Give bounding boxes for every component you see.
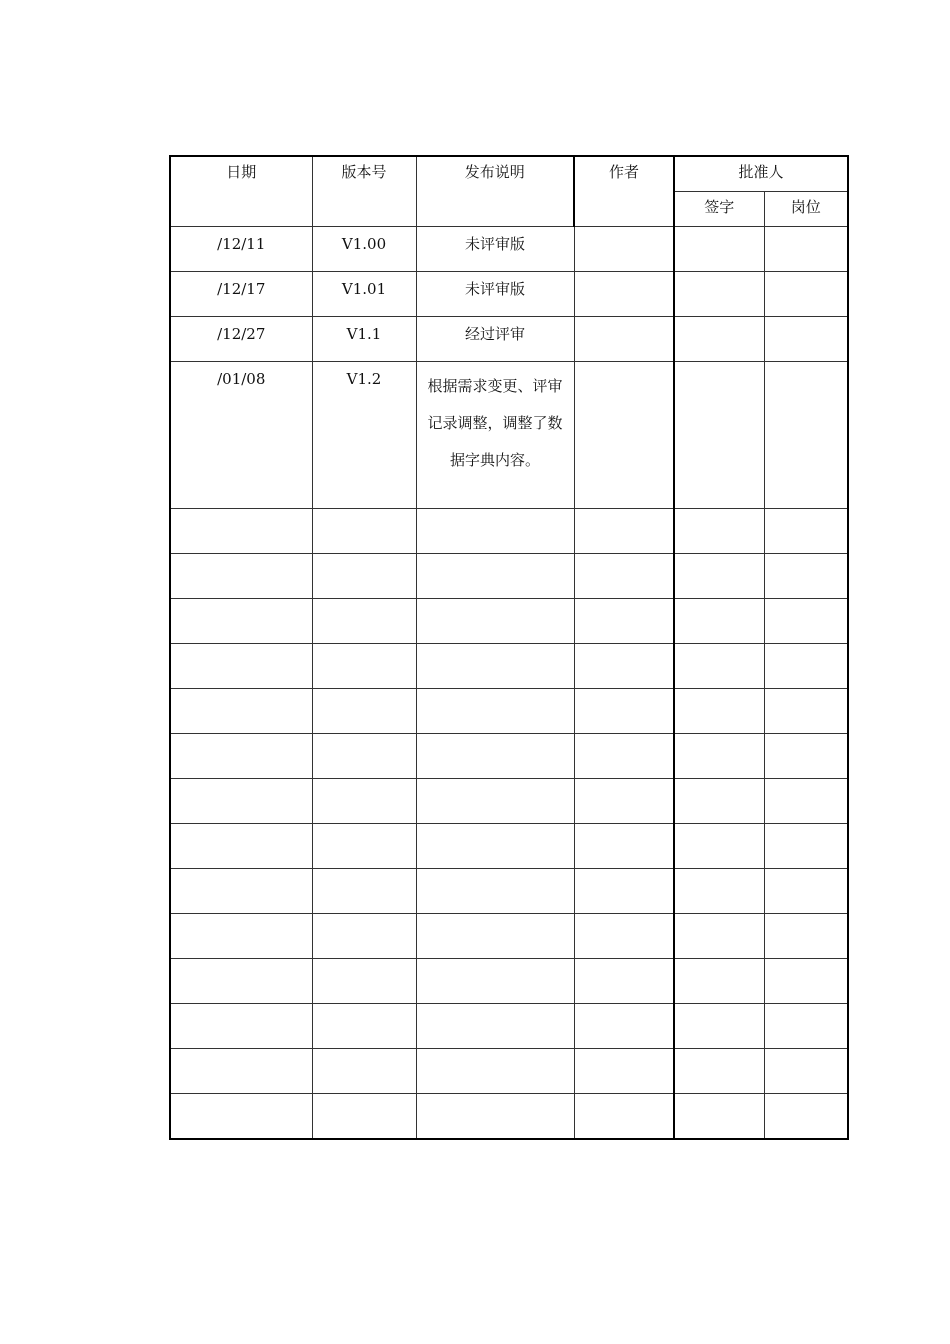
table-row [170,1094,848,1140]
cell-version [312,914,416,959]
cell-version: V1.1 [312,317,416,362]
table-row [170,689,848,734]
table-row [170,824,848,869]
cell-position [764,554,848,599]
cell-date [170,509,312,554]
table-row [170,734,848,779]
cell-position [764,869,848,914]
cell-description [416,869,574,914]
cell-signature [674,227,764,272]
cell-signature [674,317,764,362]
cell-date [170,689,312,734]
cell-signature [674,824,764,869]
cell-signature [674,599,764,644]
cell-date: /12/11 [170,227,312,272]
cell-signature [674,1004,764,1049]
table-row [170,914,848,959]
header-position: 岗位 [764,192,848,227]
cell-description [416,734,574,779]
cell-version [312,734,416,779]
cell-position [764,644,848,689]
cell-author [574,824,674,869]
cell-signature [674,779,764,824]
header-approver: 批准人 [674,156,848,192]
table-row [170,317,848,362]
cell-position [764,362,848,509]
cell-signature [674,644,764,689]
cell-author [574,227,674,272]
cell-signature [674,509,764,554]
cell-version [312,1004,416,1049]
cell-author [574,1094,674,1140]
table-row [170,272,848,317]
cell-version: V1.01 [312,272,416,317]
cell-position [764,914,848,959]
cell-version [312,599,416,644]
cell-signature [674,959,764,1004]
cell-author [574,914,674,959]
cell-version [312,959,416,1004]
cell-signature [674,1094,764,1140]
header-signature: 签字 [674,192,764,227]
cell-position [764,509,848,554]
cell-date [170,644,312,689]
cell-author [574,272,674,317]
cell-description [416,554,574,599]
cell-signature [674,914,764,959]
cell-author [574,1049,674,1094]
cell-author [574,509,674,554]
cell-description [416,509,574,554]
cell-position [764,689,848,734]
cell-version [312,1094,416,1140]
table-row [170,509,848,554]
cell-description [416,1094,574,1140]
cell-position [764,779,848,824]
cell-description [416,1049,574,1094]
cell-author [574,644,674,689]
cell-author [574,779,674,824]
cell-date: /12/17 [170,272,312,317]
cell-description [416,689,574,734]
revision-history-table [169,155,849,1140]
cell-description [416,914,574,959]
cell-date: /12/27 [170,317,312,362]
cell-position [764,227,848,272]
cell-author [574,869,674,914]
cell-description [416,599,574,644]
cell-description [416,1004,574,1049]
cell-version [312,509,416,554]
cell-position [764,317,848,362]
cell-position [764,272,848,317]
cell-description [416,644,574,689]
cell-signature [674,689,764,734]
cell-date [170,824,312,869]
table-row [170,959,848,1004]
header-author: 作者 [574,156,674,227]
header-description: 发布说明 [416,156,574,227]
table-row [170,644,848,689]
cell-description: 未评审版 [416,227,574,272]
cell-version: V1.2 [312,362,416,509]
cell-date [170,959,312,1004]
cell-author [574,1004,674,1049]
cell-author [574,689,674,734]
cell-position [764,1004,848,1049]
cell-version [312,869,416,914]
table-row [170,1004,848,1049]
cell-position [764,1094,848,1140]
cell-date [170,1004,312,1049]
cell-date [170,734,312,779]
cell-author [574,317,674,362]
cell-version [312,644,416,689]
cell-date [170,914,312,959]
cell-signature [674,362,764,509]
cell-author [574,362,674,509]
cell-description [416,959,574,1004]
cell-date [170,779,312,824]
cell-signature [674,272,764,317]
cell-date [170,1094,312,1140]
cell-version: V1.00 [312,227,416,272]
table-row [170,779,848,824]
cell-date [170,869,312,914]
cell-author [574,734,674,779]
cell-date [170,554,312,599]
table-row [170,1049,848,1094]
cell-version [312,1049,416,1094]
cell-position [764,1049,848,1094]
header-version: 版本号 [312,156,416,227]
table-row [170,869,848,914]
table-row [170,554,848,599]
cell-author [574,959,674,1004]
cell-signature [674,869,764,914]
cell-position [764,824,848,869]
cell-description [416,779,574,824]
cell-version [312,779,416,824]
cell-position [764,599,848,644]
cell-signature [674,1049,764,1094]
cell-description: 经过评审 [416,317,574,362]
header-date: 日期 [170,156,312,227]
cell-version [312,554,416,599]
table-row [170,362,848,509]
cell-version [312,824,416,869]
cell-date: /01/08 [170,362,312,509]
table-row [170,227,848,272]
cell-author [574,599,674,644]
cell-author [574,554,674,599]
cell-date [170,599,312,644]
cell-signature [674,554,764,599]
cell-description [416,824,574,869]
table-row [170,599,848,644]
cell-version [312,689,416,734]
cell-signature [674,734,764,779]
cell-date [170,1049,312,1094]
cell-description: 未评审版 [416,272,574,317]
cell-description: 根据需求变更、评审记录调整，调整了数据字典内容。 [416,362,574,509]
cell-position [764,959,848,1004]
cell-position [764,734,848,779]
